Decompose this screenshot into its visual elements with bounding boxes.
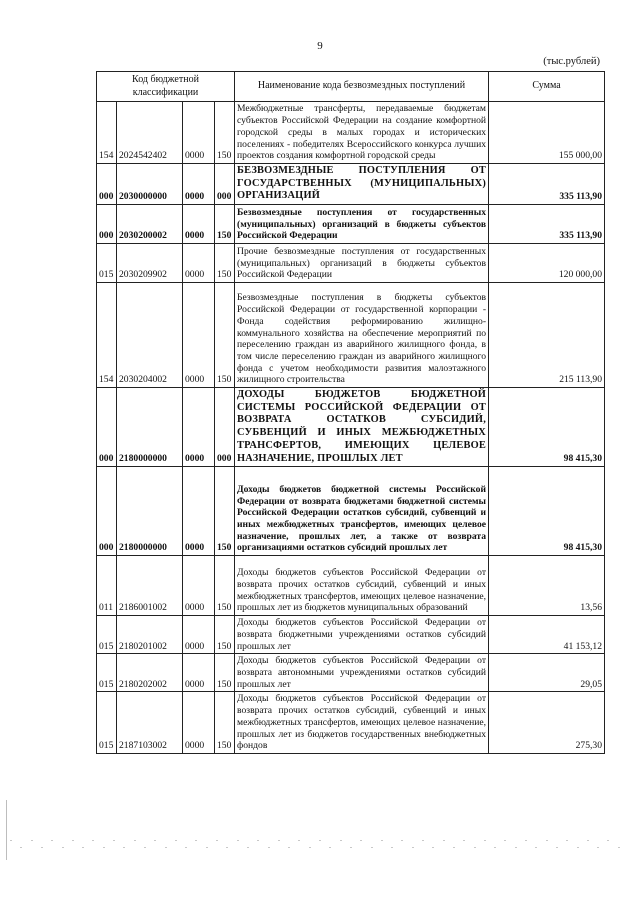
scan-noise-dot bbox=[113, 840, 115, 841]
scan-noise-dot bbox=[309, 847, 311, 848]
scan-noise-dot bbox=[577, 847, 579, 848]
scan-noise-dot bbox=[41, 847, 43, 848]
amount-cell: 29,05 bbox=[489, 654, 605, 692]
budget-code-cell: 2030200002 bbox=[117, 205, 183, 244]
subcode-cell: 0000 bbox=[183, 244, 215, 283]
admin-code-cell: 154 bbox=[97, 102, 117, 164]
amount-cell: 215 113,90 bbox=[489, 283, 605, 388]
table-row bbox=[97, 692, 605, 754]
scan-noise-dot bbox=[92, 840, 94, 841]
scan-noise-dot bbox=[360, 840, 362, 841]
table-row bbox=[97, 164, 605, 205]
scan-noise-dot bbox=[154, 840, 156, 841]
subcode-cell: 0000 bbox=[183, 654, 215, 692]
scan-noise-dot bbox=[340, 840, 342, 841]
scan-noise-dot bbox=[432, 847, 434, 848]
scan-noise-dot bbox=[618, 847, 620, 848]
admin-code-cell: 000 bbox=[97, 467, 117, 556]
scan-noise-dot bbox=[391, 847, 393, 848]
type-code-cell: 150 bbox=[215, 616, 235, 654]
scan-noise-dot bbox=[566, 840, 568, 841]
scan-noise-dot bbox=[51, 840, 53, 841]
admin-code-cell: 011 bbox=[97, 556, 117, 616]
budget-table bbox=[96, 71, 605, 754]
admin-code-cell: 015 bbox=[97, 616, 117, 654]
subcode-cell: 0000 bbox=[183, 467, 215, 556]
subcode-cell: 0000 bbox=[183, 205, 215, 244]
table-row bbox=[97, 205, 605, 244]
scan-noise-dot bbox=[144, 847, 146, 848]
table-row bbox=[97, 654, 605, 692]
type-code-cell: 150 bbox=[215, 467, 235, 556]
admin-code-cell: 000 bbox=[97, 164, 117, 205]
admin-code-cell: 015 bbox=[97, 692, 117, 754]
scan-noise-dot bbox=[587, 840, 589, 841]
admin-code-cell: 015 bbox=[97, 654, 117, 692]
header-code: Код бюджетной классификации bbox=[97, 72, 235, 102]
description-cell: Безвозмездные поступления в бюджеты субъектов Российской Федерации от государственной корпорации - Фонда содействия реформированию жилищно-коммунального хозяйства на обеспечение мероприятий по переселению граждан из аварийного жилищного фонда, в том числе переселению граждан из аварийного жилищного фонда с учетом необходимости развития малоэтажного жилищного строительства bbox=[235, 283, 489, 388]
scan-noise-dot bbox=[556, 847, 558, 848]
budget-code-cell: 2180201002 bbox=[117, 616, 183, 654]
subcode-cell: 0000 bbox=[183, 556, 215, 616]
subcode-cell: 0000 bbox=[183, 616, 215, 654]
budget-code-cell: 2180202002 bbox=[117, 654, 183, 692]
budget-code-cell: 2030000000 bbox=[117, 164, 183, 205]
scan-noise-dot bbox=[504, 840, 506, 841]
scan-noise-dot bbox=[329, 847, 331, 848]
scan-noise-dot bbox=[31, 840, 33, 841]
amount-cell: 335 113,90 bbox=[489, 205, 605, 244]
scan-noise-dot bbox=[453, 847, 455, 848]
scan-noise-dot bbox=[288, 847, 290, 848]
description-cell: Безвозмездные поступления от государственных (муниципальных) организаций в бюджеты субъектов Российской Федерации bbox=[235, 205, 489, 244]
scan-noise-dot bbox=[82, 847, 84, 848]
scan-noise-dot bbox=[257, 840, 259, 841]
scan-noise-dot bbox=[237, 840, 239, 841]
type-code-cell: 150 bbox=[215, 692, 235, 754]
type-code-cell: 150 bbox=[215, 283, 235, 388]
table-row bbox=[97, 283, 605, 388]
scan-noise-dot bbox=[319, 840, 321, 841]
scan-noise-dot bbox=[278, 840, 280, 841]
amount-cell: 98 415,30 bbox=[489, 388, 605, 467]
scan-noise-dot bbox=[103, 847, 105, 848]
scan-noise-dot bbox=[175, 840, 177, 841]
table-row bbox=[97, 244, 605, 283]
scan-noise-dot bbox=[226, 847, 228, 848]
scan-noise-dot bbox=[20, 847, 22, 848]
table-row bbox=[97, 467, 605, 556]
scan-noise-dot bbox=[607, 840, 609, 841]
scan-noise-dot bbox=[401, 840, 403, 841]
subcode-cell: 0000 bbox=[183, 164, 215, 205]
units-label: (тыс.рублей) bbox=[543, 56, 600, 67]
budget-code-cell: 2030209902 bbox=[117, 244, 183, 283]
subcode-cell: 0000 bbox=[183, 102, 215, 164]
description-cell: Межбюджетные трансферты, передаваемые бюджетам субъектов Российской Федерации на создание комфортной городской среды в малых городах и исторических поселениях - победителях Всероссийского конкурса лучших проектов создания комфортной городской среды bbox=[235, 102, 489, 164]
type-code-cell: 000 bbox=[215, 164, 235, 205]
amount-cell: 155 000,00 bbox=[489, 102, 605, 164]
type-code-cell: 000 bbox=[215, 388, 235, 467]
subcode-cell: 0000 bbox=[183, 692, 215, 754]
scan-noise-dot bbox=[10, 840, 12, 841]
table-header-row bbox=[97, 72, 605, 102]
scan-noise-dot bbox=[72, 840, 74, 841]
scan-noise-dot bbox=[62, 847, 64, 848]
type-code-cell: 150 bbox=[215, 244, 235, 283]
admin-code-cell: 015 bbox=[97, 244, 117, 283]
scan-noise-dot bbox=[494, 847, 496, 848]
scan-noise-dot bbox=[597, 847, 599, 848]
scan-noise-dot bbox=[443, 840, 445, 841]
budget-code-cell: 2180000000 bbox=[117, 388, 183, 467]
table-row bbox=[97, 388, 605, 467]
budget-code-cell: 2180000000 bbox=[117, 467, 183, 556]
scan-noise-dot bbox=[350, 847, 352, 848]
budget-code-cell: 2186001002 bbox=[117, 556, 183, 616]
scan-noise-dot bbox=[535, 847, 537, 848]
admin-code-cell: 154 bbox=[97, 283, 117, 388]
scan-noise-dot bbox=[381, 840, 383, 841]
scan-noise-dot bbox=[268, 847, 270, 848]
scan-noise-dot bbox=[463, 840, 465, 841]
table-row bbox=[97, 556, 605, 616]
scan-noise-dot bbox=[298, 840, 300, 841]
description-cell: Доходы бюджетов субъектов Российской Федерации от возврата автономными учреждениями остатков субсидий прошлых лет bbox=[235, 654, 489, 692]
subcode-cell: 0000 bbox=[183, 388, 215, 467]
scan-noise-dot bbox=[134, 840, 136, 841]
header-name: Наименование кода безвозмездных поступлений bbox=[235, 72, 489, 102]
scan-noise-dot bbox=[206, 847, 208, 848]
description-cell: Прочие безвозмездные поступления от государственных (муниципальных) организаций в бюджеты субъектов Российской Федерации bbox=[235, 244, 489, 283]
type-code-cell: 150 bbox=[215, 556, 235, 616]
type-code-cell: 150 bbox=[215, 654, 235, 692]
description-cell: Доходы бюджетов субъектов Российской Федерации от возврата прочих остатков субсидий, субвенций и иных межбюджетных трансфертов, имеющих целевое назначение, прошлых лет из бюджетов государственных внебюджетных фондов bbox=[235, 692, 489, 754]
description-cell: Доходы бюджетов бюджетной системы Российской Федерации от возврата бюджетами бюджетной системы Российской Федерации остатков субсидий, субвенций и иных межбюджетных трансфертов, имеющих целевое назначение, прошлых лет, а также от возврата организациями остатков субсидий прошлых лет bbox=[235, 467, 489, 556]
budget-code-cell: 2187103002 bbox=[117, 692, 183, 754]
scan-noise-dot bbox=[123, 847, 125, 848]
scan-noise-dot bbox=[525, 840, 527, 841]
type-code-cell: 150 bbox=[215, 102, 235, 164]
amount-cell: 98 415,30 bbox=[489, 467, 605, 556]
subcode-cell: 0000 bbox=[183, 283, 215, 388]
scan-noise-dot bbox=[546, 840, 548, 841]
scan-noise-dot bbox=[515, 847, 517, 848]
admin-code-cell: 000 bbox=[97, 388, 117, 467]
table-row bbox=[97, 102, 605, 164]
amount-cell: 120 000,00 bbox=[489, 244, 605, 283]
amount-cell: 335 113,90 bbox=[489, 164, 605, 205]
scan-noise-dot bbox=[195, 840, 197, 841]
scan-noise-dot bbox=[422, 840, 424, 841]
scan-noise-dot bbox=[371, 847, 373, 848]
description-cell: ДОХОДЫ БЮДЖЕТОВ БЮДЖЕТНОЙ СИСТЕМЫ РОССИЙСКОЙ ФЕДЕРАЦИИ ОТ ВОЗВРАТА ОСТАТКОВ СУБСИДИЙ, СУБВЕНЦИЙ И ИНЫХ МЕЖБЮДЖЕТНЫХ ТРАНСФЕРТОВ, ИМЕЮЩИХ ЦЕЛЕВОЕ НАЗНАЧЕНИЕ, ПРОШЛЫХ ЛЕТ bbox=[235, 388, 489, 467]
admin-code-cell: 000 bbox=[97, 205, 117, 244]
scan-edge-marks bbox=[0, 840, 640, 860]
type-code-cell: 150 bbox=[215, 205, 235, 244]
table-row bbox=[97, 616, 605, 654]
budget-code-cell: 2030204002 bbox=[117, 283, 183, 388]
amount-cell: 275,30 bbox=[489, 692, 605, 754]
scan-noise-dot bbox=[247, 847, 249, 848]
scan-noise-dot bbox=[165, 847, 167, 848]
scan-noise-dot bbox=[484, 840, 486, 841]
page-number: 9 bbox=[317, 40, 323, 52]
amount-cell: 13,56 bbox=[489, 556, 605, 616]
table-body bbox=[97, 102, 605, 754]
scan-noise-dot bbox=[185, 847, 187, 848]
scan-noise-dot bbox=[412, 847, 414, 848]
scan-noise-dot bbox=[216, 840, 218, 841]
description-cell: БЕЗВОЗМЕЗДНЫЕ ПОСТУПЛЕНИЯ ОТ ГОСУДАРСТВЕННЫХ (МУНИЦИПАЛЬНЫХ) ОРГАНИЗАЦИЙ bbox=[235, 164, 489, 205]
budget-code-cell: 2024542402 bbox=[117, 102, 183, 164]
header-sum: Сумма bbox=[489, 72, 605, 102]
description-cell: Доходы бюджетов субъектов Российской Федерации от возврата бюджетными учреждениями остатков субсидий прошлых лет bbox=[235, 616, 489, 654]
amount-cell: 41 153,12 bbox=[489, 616, 605, 654]
scan-noise-dot bbox=[474, 847, 476, 848]
description-cell: Доходы бюджетов субъектов Российской Федерации от возврата прочих остатков субсидий, субвенций и иных межбюджетных трансфертов, имеющих целевое назначение, прошлых лет из бюджетов муниципальных образований bbox=[235, 556, 489, 616]
